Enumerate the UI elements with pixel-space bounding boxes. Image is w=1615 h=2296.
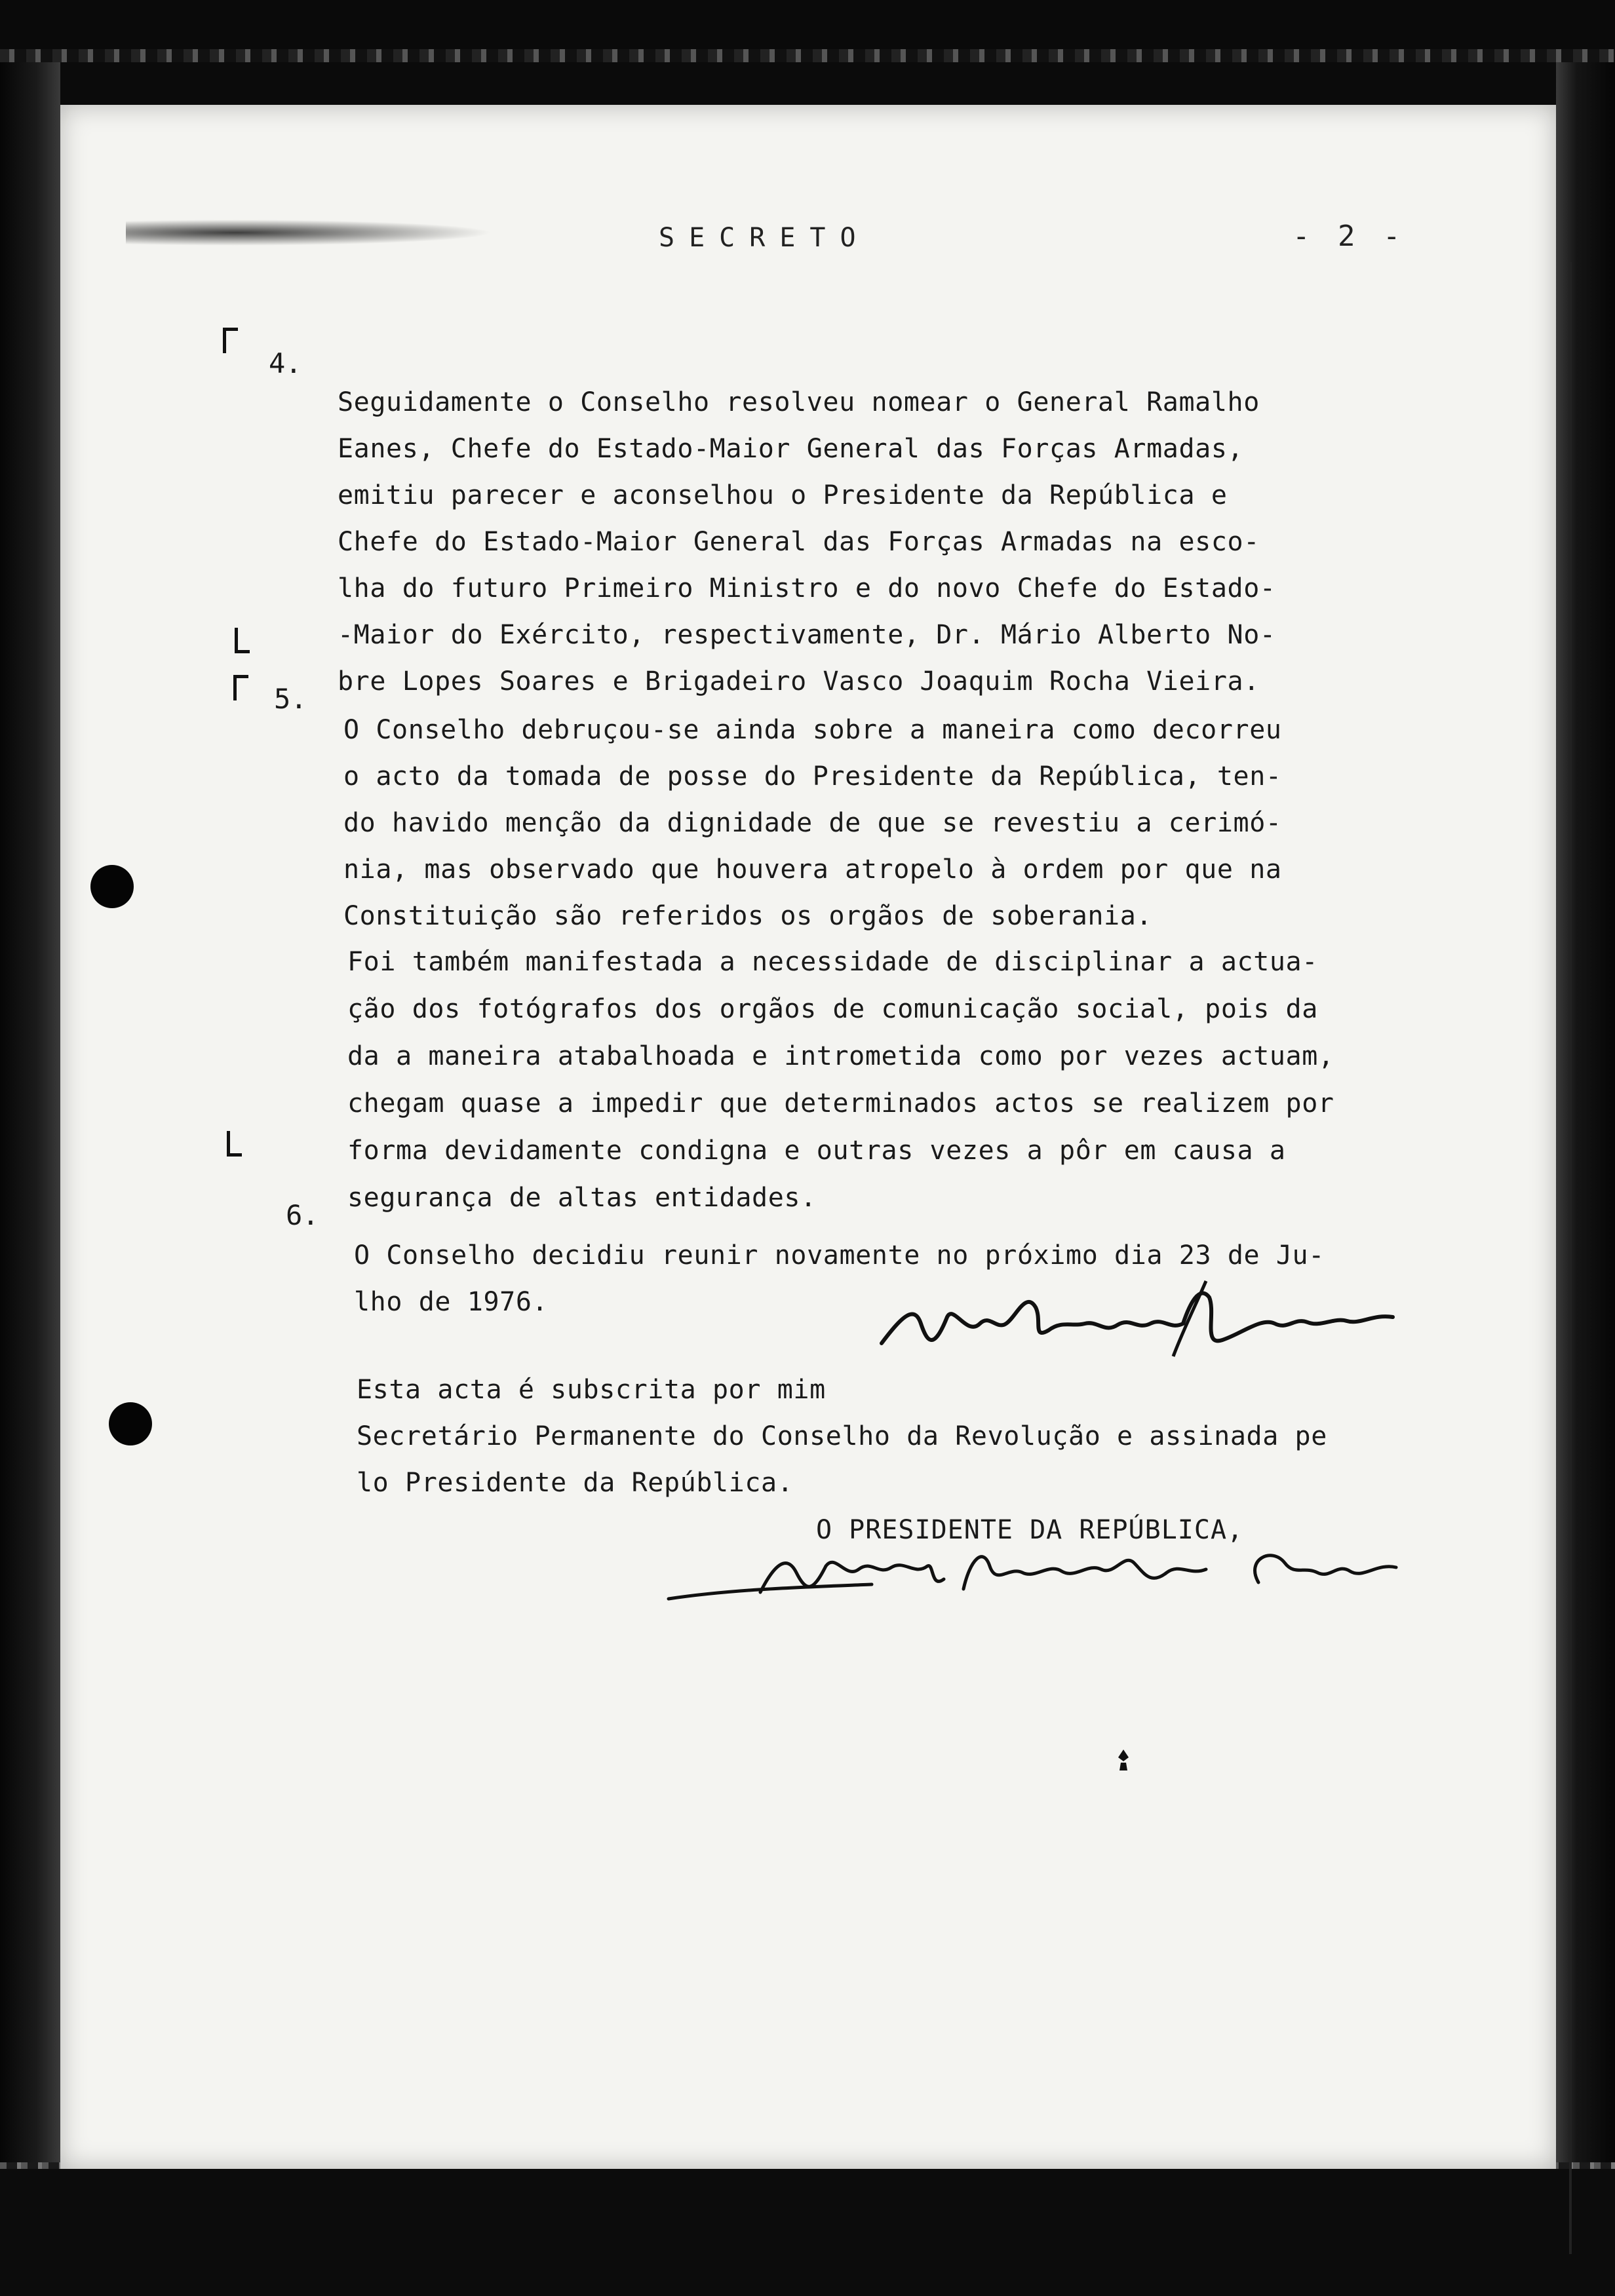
text-line: do havido menção da dignidade de que se revestiu a cerimó- — [343, 808, 1282, 838]
text-line: forma devidamente condigna e outras vezes a pôr em causa a — [347, 1136, 1286, 1166]
scan-edge-top — [0, 49, 1615, 62]
item-number: 6. — [286, 1199, 319, 1231]
text-line: Eanes, Chefe do Estado-Maior General das Forças Armadas, — [338, 434, 1244, 464]
scan-border-right — [1556, 62, 1615, 2296]
item-paragraph — [338, 333, 1276, 705]
margin-bracket-open — [233, 675, 248, 700]
text-line: lha do futuro Primeiro Ministro e do novo Chefe do Estado- — [338, 573, 1276, 603]
scan-border-bottom — [0, 2169, 1615, 2296]
text-line: Seguidamente o Conselho resolveu nomear o General Ramalho — [338, 387, 1260, 417]
item-number: 4. — [269, 347, 302, 379]
text-line: da a maneira atabalhoada e intrometida como por vezes actuam, — [347, 1041, 1334, 1071]
text-line: chegam quase a impedir que determinados actos se realizem por — [347, 1088, 1334, 1119]
text-line: segurança de altas entidades. — [347, 1183, 817, 1213]
text-line: Foi também manifestada a necessidade de disciplinar a actua- — [347, 947, 1318, 977]
text-line: Secretário Permanente do Conselho da Revolução e assinada pe — [357, 1421, 1327, 1451]
text-line: emitiu parecer e aconselhou o Presidente da República e — [338, 480, 1228, 510]
text-line: lo Presidente da República. — [357, 1468, 794, 1498]
scan-border-top — [0, 0, 1615, 49]
secretary-signature — [875, 1278, 1399, 1363]
punch-hole — [109, 1402, 152, 1445]
margin-bracket-close — [235, 628, 250, 653]
text-line: lho de 1976. — [354, 1287, 549, 1317]
scan-border-left — [0, 62, 60, 2296]
page-number: - 2 - — [1293, 220, 1406, 253]
text-line: nia, mas observado que houvera atropelo à ordem por que na — [343, 854, 1282, 885]
punch-hole — [90, 865, 134, 908]
text-line: Esta acta é subscrita por mim — [357, 1375, 826, 1405]
text-line: O Conselho decidiu reunir novamente no próximo dia 23 de Ju- — [354, 1240, 1325, 1271]
scan-smudge — [126, 220, 493, 246]
item-number: 5. — [274, 683, 307, 715]
classification-header: SECRETO — [659, 223, 870, 253]
text-line: Chefe do Estado-Maior General das Forças Armadas na esco- — [338, 527, 1260, 557]
page-right-rule — [1569, 262, 1572, 2254]
president-signature — [655, 1527, 1416, 1625]
text-line: O Conselho debruçou-se ainda sobre a maneira como decorreu — [343, 715, 1282, 745]
text-line: bre Lopes Soares e Brigadeiro Vasco Joaquim Rocha Vieira. — [338, 666, 1260, 697]
margin-bracket-open — [223, 328, 238, 353]
ink-mark-icon — [1114, 1748, 1133, 1772]
text-line: ção dos fotógrafos dos orgãos de comunicação social, pois da — [347, 994, 1318, 1024]
text-line: o acto da tomada de posse do Presidente da República, ten- — [343, 761, 1282, 792]
item-paragraph-continuation — [347, 891, 1334, 1221]
text-line: -Maior do Exército, respectivamente, Dr. Mário Alberto No- — [338, 620, 1276, 650]
text-line: Constituição são referidos os orgãos de soberania. — [343, 901, 1153, 931]
signatory-title: O PRESIDENTE DA REPÚBLICA, — [816, 1515, 1244, 1545]
margin-bracket-close — [227, 1131, 242, 1157]
